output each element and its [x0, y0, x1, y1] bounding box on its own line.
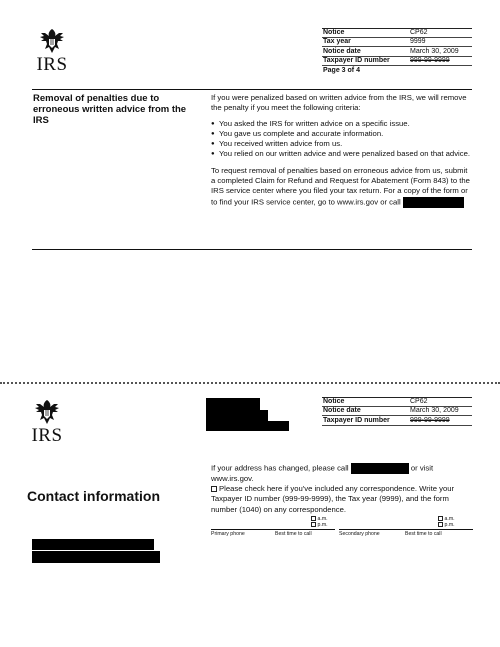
am-label: a.m. [444, 516, 455, 522]
notice-value: CP62 [410, 398, 428, 406]
taxpayer-id-value: 999-99-9999 [410, 57, 450, 65]
phone-fields [211, 514, 473, 539]
pm-checkbox[interactable] [311, 522, 316, 527]
redacted-address-line [206, 398, 260, 410]
redacted-taxpayer-line [32, 539, 154, 550]
contact-information-title: Contact information [27, 488, 160, 504]
tax-year-row [322, 38, 472, 48]
tax-year-value: 9999 [410, 38, 426, 46]
pm-label: p.m. [444, 522, 455, 528]
taxpayer-id-row [322, 416, 472, 426]
pm-checkbox[interactable] [438, 522, 443, 527]
pm-label: p.m. [317, 522, 328, 528]
am-checkbox[interactable] [438, 516, 443, 521]
notice-info-table-2 [322, 397, 472, 426]
address-change-prefix: If your address has changed, please call [211, 463, 349, 473]
tear-off-line [0, 382, 500, 384]
redacted-address-line [206, 421, 289, 431]
section-rule [32, 89, 472, 90]
criteria-item: ● You relied on our written advice and were penalized based on that advice. [211, 149, 473, 159]
address-change-text [211, 463, 473, 484]
secondary-phone-line[interactable] [339, 529, 473, 530]
irs-logo-2 [27, 398, 67, 446]
taxpayer-id-value: 999-99-9999 [410, 416, 450, 424]
taxpayer-id-label: Taxpayer ID number [323, 416, 390, 424]
section-bottom-rule [32, 249, 472, 250]
pm-option[interactable] [311, 522, 328, 528]
notice-date-row [322, 47, 472, 57]
address-change-suffix: or visit [410, 463, 434, 473]
correspondence-checkbox[interactable] [211, 486, 217, 492]
am-checkbox[interactable] [311, 516, 316, 521]
correspondence-text: Please check here if you've included any correspondence. Write your Taxpayer ID number (999-99-9999), the Tax year (9999), and the form number (1040) on any correspondence. [211, 484, 455, 514]
secondary-time-options [438, 516, 455, 528]
redacted-address-line [206, 410, 268, 421]
secondary-phone-label: Secondary phone [339, 531, 380, 537]
pm-option[interactable] [438, 522, 455, 528]
notice-label: Notice [323, 29, 345, 37]
notice-label: Notice [323, 398, 345, 406]
primary-phone-line[interactable] [211, 529, 335, 530]
criteria-intro: If you were penalized based on written advice from the IRS, we will remove the penalty if you meet the following criteria: [211, 93, 467, 113]
taxpayer-id-label: Taxpayer ID number [323, 57, 390, 65]
redacted-taxpayer-block [32, 539, 160, 563]
tax-year-label: Tax year [323, 38, 351, 46]
primary-time-options [311, 516, 328, 528]
redacted-address-block [206, 398, 289, 431]
redacted-phone-number [351, 463, 409, 474]
notice-row [322, 28, 472, 38]
notice-row [322, 397, 472, 407]
am-label: a.m. [317, 516, 328, 522]
taxpayer-id-row [322, 57, 472, 67]
best-time-label: Best time to call [275, 531, 312, 537]
page-indicator: Page 3 of 4 [323, 67, 360, 75]
notice-date-label: Notice date [323, 407, 361, 415]
criteria-list [211, 119, 473, 160]
criteria-item: ● You received written advice from us. [211, 139, 473, 149]
irs-logo [32, 27, 72, 75]
irs-website-link[interactable]: www.irs.gov. [211, 474, 254, 483]
notice-value: CP62 [410, 29, 428, 37]
page-indicator-row [322, 66, 472, 76]
redacted-phone-number [403, 197, 464, 208]
notice-date-label: Notice date [323, 47, 361, 55]
criteria-item: ● You asked the IRS for written advice on a specific issue. [211, 119, 473, 129]
request-removal-copy: To request removal of penalties based on erroneous advice from us, submit a completed Claim for Refund and Request for Abatement (Form 843) to the IRS service center where you filed your tax return. For a copy of the form or to find your IRS service center, go to www.irs.gov or call [211, 165, 470, 207]
primary-phone-label: Primary phone [211, 531, 245, 537]
criteria-item: ● You gave us complete and accurate information. [211, 129, 473, 139]
notice-date-value: March 30, 2009 [410, 47, 459, 55]
best-time-label: Best time to call [405, 531, 442, 537]
penalty-removal-body [211, 93, 473, 208]
irs-wordmark-2: IRS [31, 425, 63, 446]
penalty-removal-heading: Removal of penalties due to erroneous written advice from the IRS [33, 93, 187, 126]
notice-date-value: March 30, 2009 [410, 407, 459, 415]
notice-date-row [322, 407, 472, 417]
eagle-icon [37, 27, 67, 55]
request-removal-text [211, 166, 473, 208]
redacted-taxpayer-line [32, 551, 160, 563]
notice-info-table [322, 28, 472, 76]
eagle-icon [32, 398, 62, 426]
irs-wordmark: IRS [36, 54, 68, 75]
correspondence-section [211, 484, 473, 515]
